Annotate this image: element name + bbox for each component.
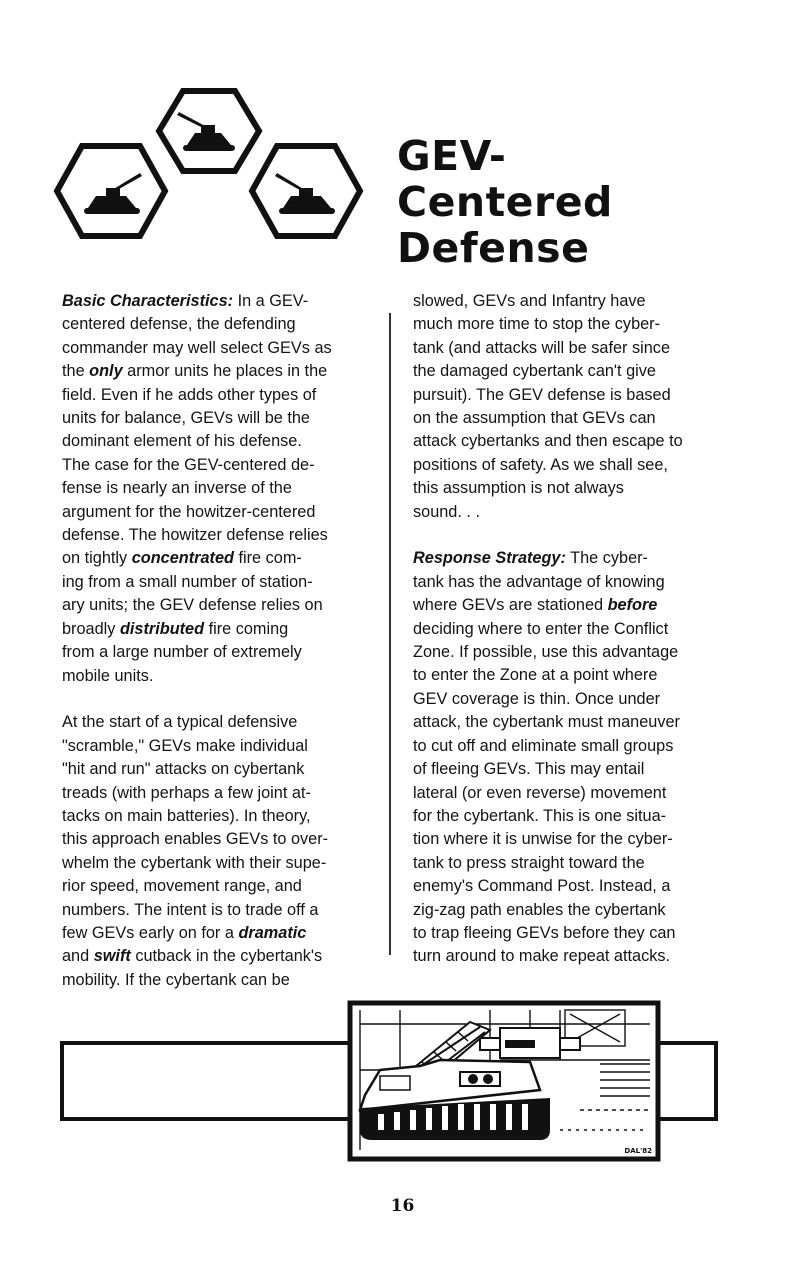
gev-silhouettes — [84, 112, 335, 214]
emphasis-dramatic: dramatic — [238, 923, 307, 942]
hex-gev-emblem — [52, 86, 382, 266]
lead-basic-characteristics: Basic Characteristics: — [62, 292, 234, 310]
left-column — [62, 290, 372, 992]
emphasis-before: before — [607, 596, 658, 615]
paragraph-basic-characteristics: Basic Characteristics: In a GEV- centered defense, the defending commander may well select GEVs as the only armor units he places in the field. Even if he adds other types of units for balance, GEVs will be the dominant element of his defense. The case for the GEV-centered de- fense is nearly an inverse of the argument for the howitzer-centered defense. The howitzer defense relies on tightly concentrated fire com- ing from a small number of station- ary units; the GEV defense relies on broadly distributed fire coming from a large number of extremely mobile units. — [62, 292, 332, 685]
page-number: 16 — [390, 1196, 415, 1216]
gev-icon-right — [275, 173, 335, 214]
cybertank-illustration — [60, 1000, 720, 1162]
title-line-1: GEV- — [397, 132, 507, 180]
paragraph-scramble: At the start of a typical defensive "scramble," GEVs make individual "hit and run" attacks on cybertank treads (with perhaps a few joint at- tacks on main batteries). In theory, this approach enables GEVs to over- whelm the cybertank with their supe- rior speed, movement range, and numbers. The intent is to trade off a few GEVs early on for a dramatic and swift cutback in the cybertank's mobility. If the cybertank can be — [62, 713, 329, 989]
column-divider — [389, 313, 391, 955]
paragraph-response-strategy: Response Strategy: The cyber- tank has the advantage of knowing where GEVs are stationed before deciding where to enter the Conflict Zone. If possible, use this advantage to enter the Zone at a point where GEV coverage is thin. Once under attack, the cybertank must maneuver to cut off and eliminate small groups of fleeing GEVs. This may entail lateral (or even reverse) movement for the cybertank. This is one situa- tion where it is unwise for the cyber- tank to press straight toward the enemy's Command Post. Instead, a zig-zag path enables the cybertank to trap fleeing GEVs before they can turn around to make repeat attacks. — [413, 549, 680, 966]
page-title — [397, 133, 613, 271]
lead-response-strategy: Response Strategy: — [413, 549, 566, 568]
title-line-3: Defense — [397, 224, 590, 272]
emphasis-concentrated: concentrated — [131, 549, 234, 568]
emphasis-distributed: distributed — [119, 619, 205, 638]
gev-icon-top — [177, 112, 235, 151]
paragraph-slowed: slowed, GEVs and Infantry have much more time to stop the cyber- tank (and attacks will be safer since the damaged cybertank can't give pursuit). The GEV defense is based on the assumption that GEVs can attack cybertanks and then escape to positions of safety. As we shall see, this assumption is not always sound. . . — [413, 292, 683, 521]
title-line-2: Centered — [397, 178, 613, 226]
artist-signature: DAL'82 — [624, 1147, 652, 1155]
emphasis-swift: swift — [93, 947, 131, 966]
right-column — [413, 290, 713, 969]
emphasis-only: only — [89, 362, 123, 381]
gev-icon-left — [84, 173, 142, 214]
